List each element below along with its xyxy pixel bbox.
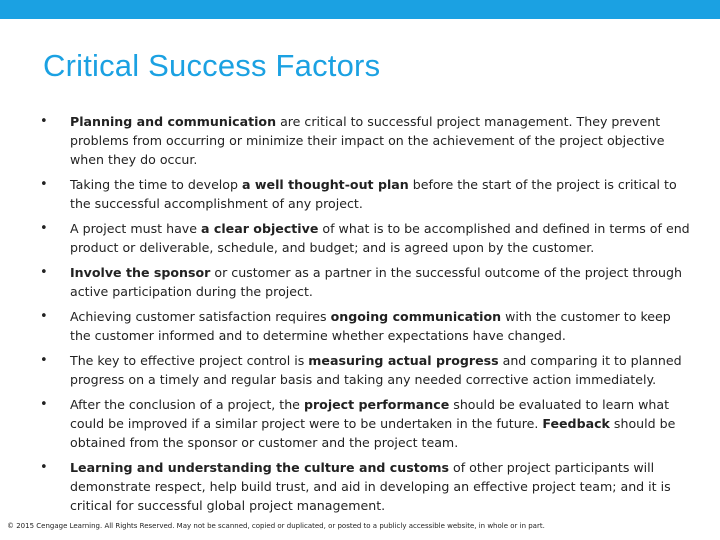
bold-text: Involve the sponsor [70,265,211,280]
copyright-footer: © 2015 Cengage Learning. All Rights Reserved. May not be scanned, copied or duplicated, or posted to a publicly accessible website, in whole or in part. [7,522,545,530]
bold-text: measuring actual progress [308,353,499,368]
bold-text: a well thought-out plan [242,177,409,192]
top-accent-bar [0,0,720,19]
bullet-text: A project must have [70,221,201,236]
bold-text: project performance [303,397,450,412]
bullet-item [40,351,690,389]
bullet-text: before the start of the project is critical to the successful accomplishment of any project. [70,177,677,211]
bullet-marker: • [40,353,48,368]
bullet-marker: • [40,221,48,236]
bullet-item [40,112,690,169]
bullet-item [40,263,690,301]
bullet-marker: • [40,177,48,192]
bullet-text: should be obtained from the sponsor or customer and the project team. [70,416,676,450]
bullet-item [40,307,690,345]
bold-text: Feedback [542,416,610,431]
bullet-marker: • [40,114,48,129]
bullet-text: and comparing it to planned progress on a timely and regular basis and taking any needed corrective action immediately. [70,353,682,387]
bullet-text: should be evaluated to learn what could be improved if a similar project were to be undertaken in the future. [70,397,670,431]
bullet-text: The key to effective project control is [70,353,309,368]
bullet-marker: • [40,397,48,412]
bullet-text: of what is to be accomplished and defined in terms of end product or deliverable, schedule, and budget; and is agreed upon by the customer. [70,221,690,255]
bold-text: ongoing communication [330,309,502,324]
bullet-list [40,112,690,521]
bullet-item [40,395,690,452]
bold-text: Planning and communication [70,114,277,129]
bullet-item [40,175,690,213]
bullet-text: After the conclusion of a project, the [70,397,304,412]
bullet-text: with the customer to keep the customer informed and to determine whether expectations have changed. [70,309,671,343]
bullet-item [40,219,690,257]
bullet-text: or customer as a partner in the successful outcome of the project through active participation during the project. [70,265,682,299]
bullet-marker: • [40,460,48,475]
bullet-text: are critical to successful project management. They prevent problems from occurring or minimize their impact on the achievement of the project objective when they do occur. [70,114,665,167]
bullet-text: of other project participants will demonstrate respect, help build trust, and aid in developing an effective project team; and it is critical for successful global project management. [70,460,671,513]
bullet-item [40,458,690,515]
bullet-text: Taking the time to develop [70,177,243,192]
bullet-marker: • [40,309,48,324]
bold-text: Learning and understanding the culture and customs [70,460,450,475]
slide-title: Critical Success Factors [43,48,381,83]
bold-text: a clear objective [201,221,319,236]
bullet-text: Achieving customer satisfaction requires [70,309,331,324]
bullet-marker: • [40,265,48,280]
